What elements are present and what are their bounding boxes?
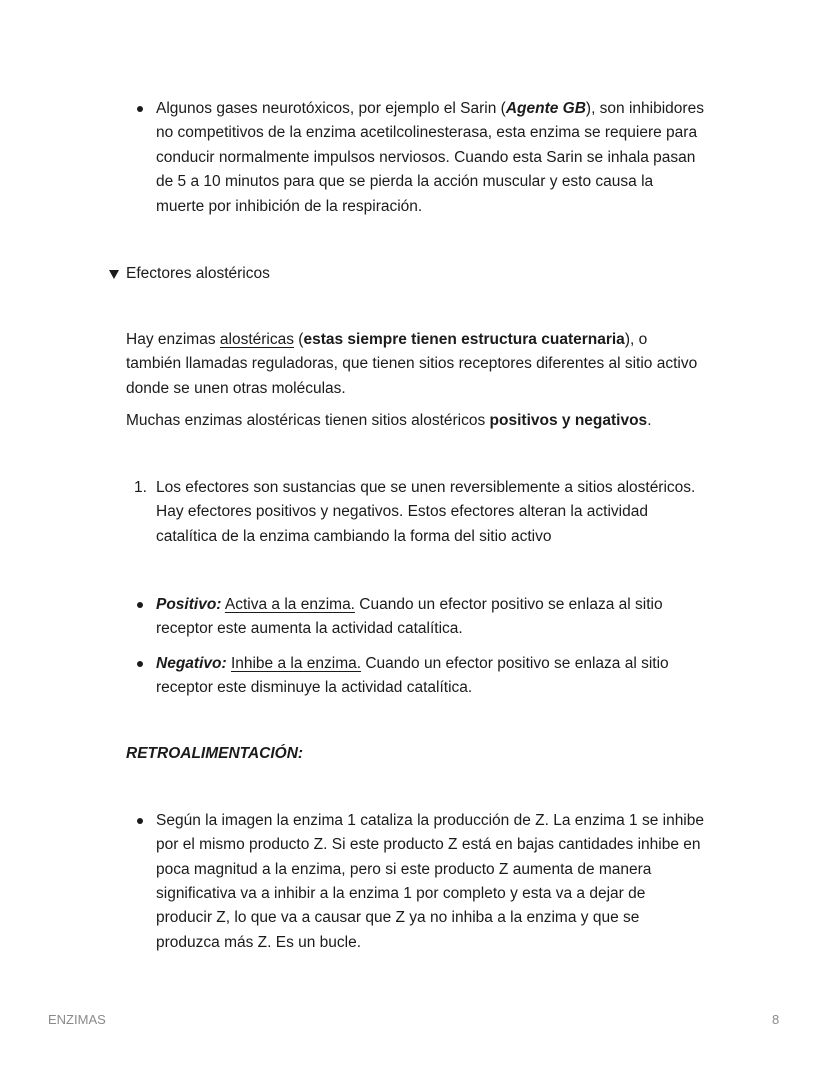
- bullet-text-line: no competitivos de la enzima acetilcolinesterasa, esta enzima se requiere para: [156, 124, 698, 141]
- bullet-text-line: Algunos gases neurotóxicos, por ejemplo el Sarin (Agente GB), son inhibidores: [156, 100, 704, 117]
- retroalimentacion-heading: RETROALIMENTACIÓN:: [126, 745, 304, 762]
- paragraph-line: Hay enzimas alostéricas (estas siempre tienen estructura cuaternaria), o: [126, 331, 648, 348]
- positivo-line: Positivo: Activa a la enzima. Cuando un efector positivo se enlaza al sitio: [156, 596, 663, 613]
- paragraph-line: Muchas enzimas alostéricas tienen sitios alostéricos positivos y negativos.: [126, 412, 652, 429]
- paragraph-line: también llamadas reguladoras, que tienen sitios receptores diferentes al sitio activo: [126, 355, 698, 372]
- bullet-text-line: poca magnitud a la enzima, pero si este producto Z aumenta de manera: [156, 861, 652, 878]
- paragraph-line: donde se unen otras moléculas.: [126, 380, 346, 397]
- footer-title: ENZIMAS: [48, 1012, 106, 1027]
- bullet-marker: [137, 106, 143, 112]
- page-number: 8: [772, 1012, 780, 1027]
- negativo-line: Negativo: Inhibe a la enzima. Cuando un efector positivo se enlaza al sitio: [156, 655, 669, 672]
- list-item-line: catalítica de la enzima cambiando la forma del sitio activo: [156, 528, 552, 545]
- negativo-line: receptor este disminuye la actividad catalítica.: [156, 679, 473, 696]
- alostericas-term: alostéricas: [219, 331, 294, 348]
- toggle-triangle-icon[interactable]: [109, 270, 119, 279]
- bullet-text-line: muerte por inhibición de la respiración.: [156, 198, 423, 215]
- bullet-text-line: Según la imagen la enzima 1 cataliza la producción de Z. La enzima 1 se inhibe: [156, 812, 704, 829]
- list-number: 1.: [134, 479, 147, 496]
- bullet-text-line: por el mismo producto Z. Si este producto Z está en bajas cantidades inhibe en: [156, 836, 701, 853]
- agente-gb-term: Agente GB: [505, 100, 586, 117]
- bullet-text-line: significativa va a inhibir a la enzima 1 por completo y esta va a dejar de: [156, 885, 646, 902]
- bullet-text-line: produzca más Z. Es un bucle.: [156, 934, 362, 951]
- list-item-line: Hay efectores positivos y negativos. Estos efectores alteran la actividad: [156, 503, 648, 520]
- bullet-text-line: conducir normalmente impulsos nerviosos. Cuando esta Sarin se inhala pasan: [156, 149, 696, 166]
- bullet-marker: [137, 602, 143, 608]
- bullet-text-line: producir Z, lo que va a causar que Z ya no inhiba a la enzima y que se: [156, 909, 640, 926]
- positivo-line: receptor este aumenta la actividad catalítica.: [156, 620, 463, 637]
- bullet-text-line: de 5 a 10 minutos para que se pierda la acción muscular y esto causa la: [156, 173, 654, 190]
- list-item-line: Los efectores son sustancias que se unen reversiblemente a sitios alostéricos.: [156, 479, 696, 496]
- bullet-marker: [137, 661, 143, 667]
- toggle-heading[interactable]: Efectores alostéricos: [126, 265, 270, 282]
- bullet-marker: [137, 818, 143, 824]
